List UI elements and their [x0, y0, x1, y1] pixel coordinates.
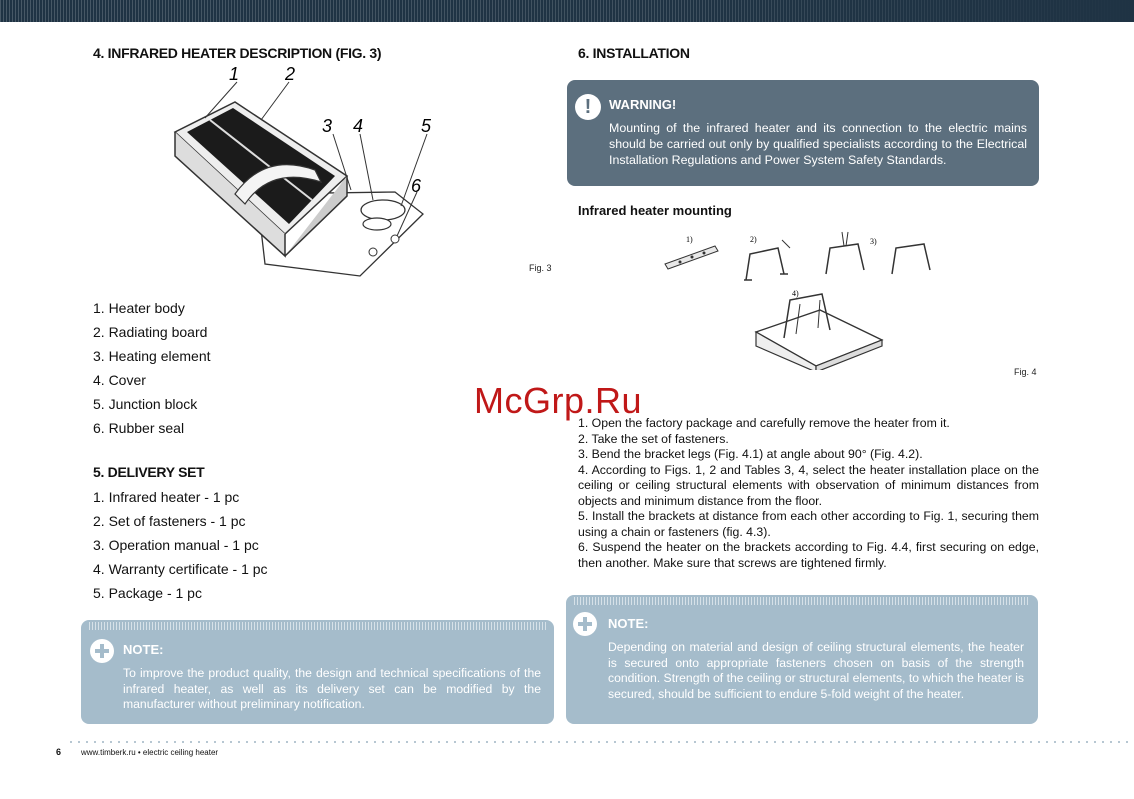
- watermark: McGrp.Ru: [474, 380, 643, 421]
- callout-5: 5: [421, 116, 432, 136]
- fig-step-4: 4): [792, 289, 799, 298]
- heater-parts-list: [93, 296, 211, 440]
- fig-step-1: 1): [686, 235, 693, 244]
- mounting-subtitle: Infrared heater mounting: [578, 203, 732, 218]
- bracket-mounting-diagram: [660, 230, 950, 370]
- fig-step-2: 2): [750, 235, 757, 244]
- callout-1: 1: [229, 64, 240, 84]
- plus-icon: [90, 639, 114, 663]
- note-box-left: [81, 620, 554, 724]
- step-5: 5. Install the brackets at distance from each other according to Fig. 1, securing them using a chain or fasteners (fig. 4.3).: [578, 509, 1039, 539]
- note-title: NOTE:: [123, 642, 164, 657]
- heater-diagram: [165, 64, 455, 280]
- page-number: 6: [56, 747, 62, 757]
- list-item: 5. Junction block: [93, 396, 198, 412]
- note-text: To improve the product quality, the design and technical specifications of the infrared heater, as well as its delivery set can be modified by the manufacturer without preliminary notification.: [123, 666, 541, 711]
- plus-icon: [573, 612, 597, 636]
- note-text: Depending on material and design of ceiling structural elements, the heater is secured onto appropriate fasteners chosen on basis of the strength condition. Strength of the ceiling or structural elements, to which the heater is secured, should be sufficient to endure 5-fold weight of the heater.: [608, 640, 1024, 701]
- callout-2: 2: [285, 64, 296, 84]
- list-item: 5. Package - 1 pc: [93, 585, 202, 601]
- step-3: 3. Bend the bracket legs (Fig. 4.1) at angle about 90° (Fig. 4.2).: [578, 447, 923, 461]
- list-item: 1. Infrared heater - 1 pc: [93, 489, 240, 505]
- warning-box: [567, 80, 1039, 186]
- fig-4-label: Fig. 4: [1014, 367, 1037, 377]
- step-4: 4. According to Figs. 1, 2 and Tables 3, 4, select the heater installation place on the ceiling or ceiling structural elements with observation of minimum distances from objects and minimum distance from the floor.: [578, 462, 1039, 508]
- warning-text: Mounting of the infrared heater and its connection to the electric mains should be carried out only by qualified specialists according to the Electrical Installation Regulations and Power System Safety Standards.: [609, 121, 1027, 167]
- warning-icon: !: [575, 94, 601, 120]
- callout-4: 4: [353, 116, 364, 136]
- note-box-right: [566, 595, 1038, 724]
- list-item: 4. Cover: [93, 372, 146, 388]
- section-4-title: 4. INFRARED HEATER DESCRIPTION (FIG. 3): [93, 45, 382, 61]
- callout-3: 3: [322, 116, 333, 136]
- list-item: 4. Warranty certificate - 1 pc: [93, 561, 268, 577]
- step-2: 2. Take the set of fasteners.: [578, 431, 729, 446]
- list-item: 3. Operation manual - 1 pc: [93, 537, 259, 553]
- list-item: 2. Set of fasteners - 1 pc: [93, 513, 246, 529]
- note-title: NOTE:: [608, 616, 649, 631]
- installation-steps: [578, 416, 1039, 571]
- step-6: 6. Suspend the heater on the brackets according to Fig. 4.4, first securing on edge, then another. Make sure that screws are tightened firmly.: [578, 540, 1039, 570]
- list-item: 6. Rubber seal: [93, 420, 185, 436]
- step-1: 1. Open the factory package and carefully remove the heater from it.: [578, 416, 950, 430]
- footer-dotted-divider: [70, 741, 1134, 743]
- callout-6: 6: [411, 176, 422, 196]
- warning-title: WARNING!: [609, 97, 677, 112]
- fig-3-label: Fig. 3: [529, 263, 552, 273]
- top-decorative-bar: [0, 0, 1134, 22]
- list-item: 2. Radiating board: [93, 324, 208, 340]
- section-5-title: 5. DELIVERY SET: [93, 464, 205, 480]
- delivery-set-list: [93, 485, 268, 605]
- section-6-title: 6. INSTALLATION: [578, 45, 690, 61]
- list-item: 3. Heating element: [93, 348, 211, 364]
- footer-text: www.timberk.ru • electric ceiling heater: [81, 748, 219, 757]
- list-item: 1. Heater body: [93, 300, 185, 316]
- fig-step-3: 3): [870, 237, 877, 246]
